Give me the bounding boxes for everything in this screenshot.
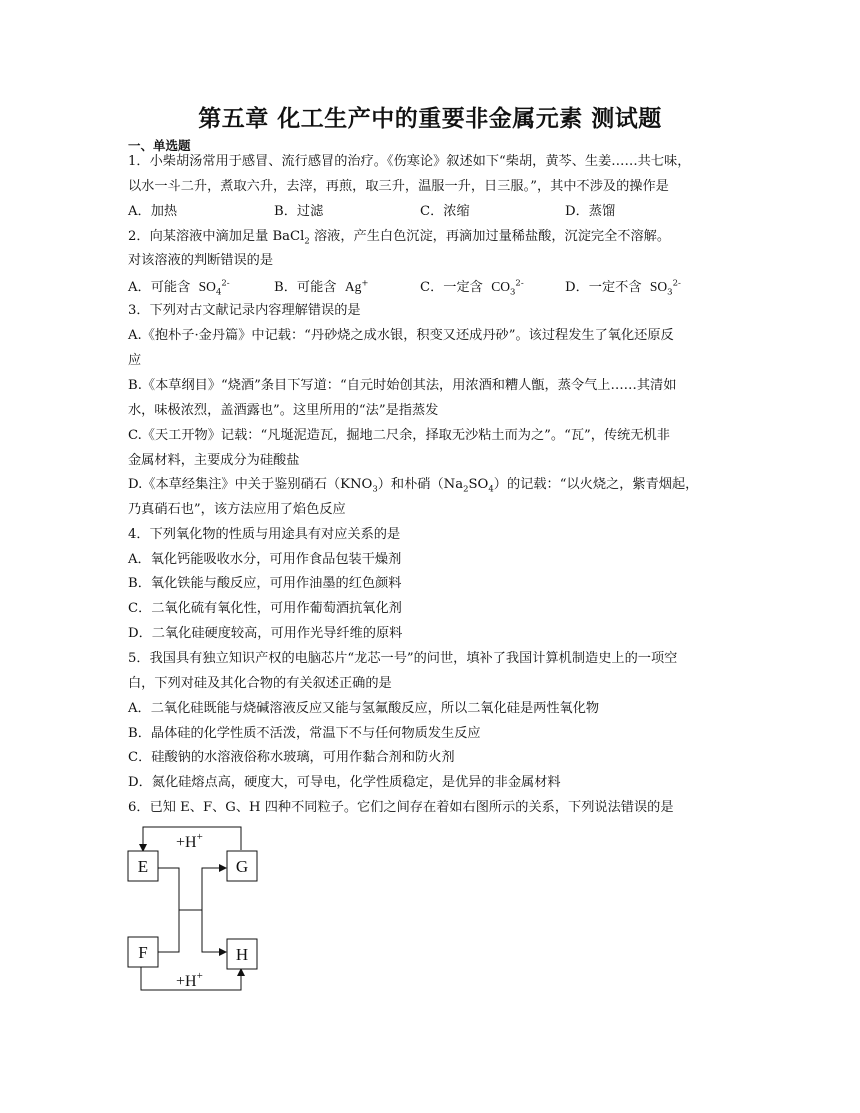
q5-stem-line2: 白，下列对硅及其化合物的有关叙述正确的是: [128, 676, 392, 691]
q2-option-b-sup: +: [361, 278, 369, 289]
q3-option-d-sub-1: 3: [372, 484, 378, 495]
q3-option-a-line1: A.《抱朴子·金丹篇》中记载：“丹砂烧之成水银，积变又还成丹砂”。该过程发生了氧化还原反: [128, 328, 674, 343]
q2-option-a-text: A．可能含: [128, 280, 191, 295]
q2-option-c-sup: 2-: [515, 278, 524, 289]
node-h-label: H: [235, 945, 249, 964]
q2-option-c: [420, 278, 524, 297]
q1-option-d: D．蒸馏: [565, 204, 616, 219]
q2-option-c-text: C．一定含: [420, 280, 483, 295]
q3-option-d-line1: [128, 476, 740, 494]
q4-stem: 4．下列氧化物的性质与用途具有对应关系的是: [128, 527, 401, 542]
q2-option-d-formula: SO: [649, 279, 668, 294]
reaction-diagram: [120, 818, 270, 1000]
q3-option-d-sub-3: 4: [488, 484, 494, 495]
q3-option-d-text-a: D.《本草经集注》中关于鉴别硝石（KNO: [128, 477, 373, 492]
q3-option-c-line1: C.《天工开物》记载：“凡埏泥造瓦，掘地二尺余，择取无沙粘土而为之”。“瓦”，传统无机非: [128, 428, 670, 443]
junction-to-h-arrow: [202, 910, 226, 952]
e-to-junction-line: [158, 868, 179, 952]
junction-to-g-arrow: [202, 868, 226, 910]
page-title: 第五章 化工生产中的重要非金属元素 测试题: [198, 106, 662, 132]
bottom-reagent-label: +H+: [176, 970, 203, 990]
q2-option-a-sup: 2-: [221, 278, 230, 289]
q3-option-b-line1: B.《本草纲目》“烧酒”条目下写道：“自元时始创其法，用浓酒和糟人甑，蒸令气上……其清如: [128, 378, 677, 393]
q3-option-d-text-c: SO: [468, 477, 489, 492]
q2-stem-line2: 对该溶液的判断错误的是: [128, 253, 274, 268]
q5-option-d: D．氮化硅熔点高，硬度大，可导电，化学性质稳定，是优异的非金属材料: [128, 775, 561, 790]
q2-stem-line1: [128, 228, 740, 246]
q3-stem: 3．下列对古文献记录内容理解错误的是: [128, 303, 361, 318]
q3-option-d-text-b: ）和朴硝（Na: [377, 477, 464, 492]
q3-option-d-text-d: ）的记载：“以火烧之，紫青烟起，: [493, 477, 699, 492]
q2-option-b: [274, 278, 368, 297]
q3-option-d-line2: 乃真硝石也”，该方法应用了焰色反应: [128, 502, 346, 517]
q2-option-a-sub: 4: [215, 287, 222, 298]
q2-stem-subscript: 2: [304, 236, 310, 247]
q2-option-d-sub: 3: [667, 287, 673, 298]
q2-option-c-sub: 3: [510, 287, 516, 298]
q4-option-c: C．二氧化硫有氧化性，可用作葡萄酒抗氧化剂: [128, 601, 402, 616]
q5-option-a: A．二氧化硅既能与烧碱溶液反应又能与氢氟酸反应，所以二氧化硅是两性氧化物: [128, 701, 600, 716]
q3-option-c-line2: 金属材料，主要成分为硅酸盐: [128, 453, 300, 468]
q3-option-b-line2: 水，味极浓烈，盖酒露也”。这里所用的“法”是指蒸发: [128, 403, 439, 418]
node-e-label: E: [137, 857, 149, 876]
q6-stem: 6．已知 E、F、G、H 四种不同粒子。它们之间存在着如右图所示的关系，下列说法错误的是: [128, 800, 674, 815]
q4-option-b: B．氧化铁能与酸反应，可用作油墨的红色颜料: [128, 576, 402, 591]
node-g-label: G: [235, 857, 249, 876]
q5-option-b: B．晶体硅的化学性质不活泼，常温下不与任何物质发生反应: [128, 726, 481, 741]
q2-stem-text-a: 2．向某溶液中滴加足量 BaCl: [128, 229, 305, 244]
q1-option-b: B．过滤: [274, 204, 324, 219]
node-f-label: F: [138, 943, 148, 962]
q2-option-a-formula: SO: [198, 279, 216, 294]
q1-stem-line1: 1．小柴胡汤常用于感冒、流行感冒的治疗。《伤寒论》叙述如下“柴胡，黄芩、生姜……共七味，: [128, 154, 691, 169]
q2-option-b-formula: Ag: [344, 279, 362, 294]
q3-option-d-sub-2: 2: [463, 484, 469, 495]
q2-option-b-text: B．可能含: [274, 280, 337, 295]
q2-option-d-text: D．一定不含: [565, 280, 642, 295]
q5-option-c: C．硅酸钠的水溶液俗称水玻璃，可用作黏合剂和防火剂: [128, 750, 455, 765]
q1-option-c: C．浓缩: [420, 204, 470, 219]
q5-stem-line1: 5．我国具有独立知识产权的电脑芯片“龙芯一号”的问世，填补了我国计算机制造史上的一项空: [128, 651, 678, 666]
q2-option-a: [128, 278, 230, 297]
q2-option-d: [565, 278, 681, 297]
q2-option-c-formula: CO: [491, 279, 510, 294]
q2-stem-text-b: 溶液，产生白色沉淀，再滴加过量稀盐酸，沉淀完全不溶解。: [309, 229, 671, 244]
top-reagent-label: +H+: [176, 831, 203, 851]
q3-option-a-line2: 应: [128, 353, 142, 368]
q4-option-d: D．二氧化硅硬度较高，可用作光导纤维的原料: [128, 626, 403, 641]
q1-stem-line2: 以水一斗二升，煮取六升，去滓，再煎，取三升，温服一升，日三服。”，其中不涉及的操作是: [128, 179, 669, 194]
section-heading: 一、单选题: [128, 138, 191, 153]
q4-option-a: A．氧化钙能吸收水分，可用作食品包装干燥剂: [128, 552, 402, 567]
q1-option-a: A．加热: [128, 204, 178, 219]
q2-option-d-sup: 2-: [672, 278, 681, 289]
